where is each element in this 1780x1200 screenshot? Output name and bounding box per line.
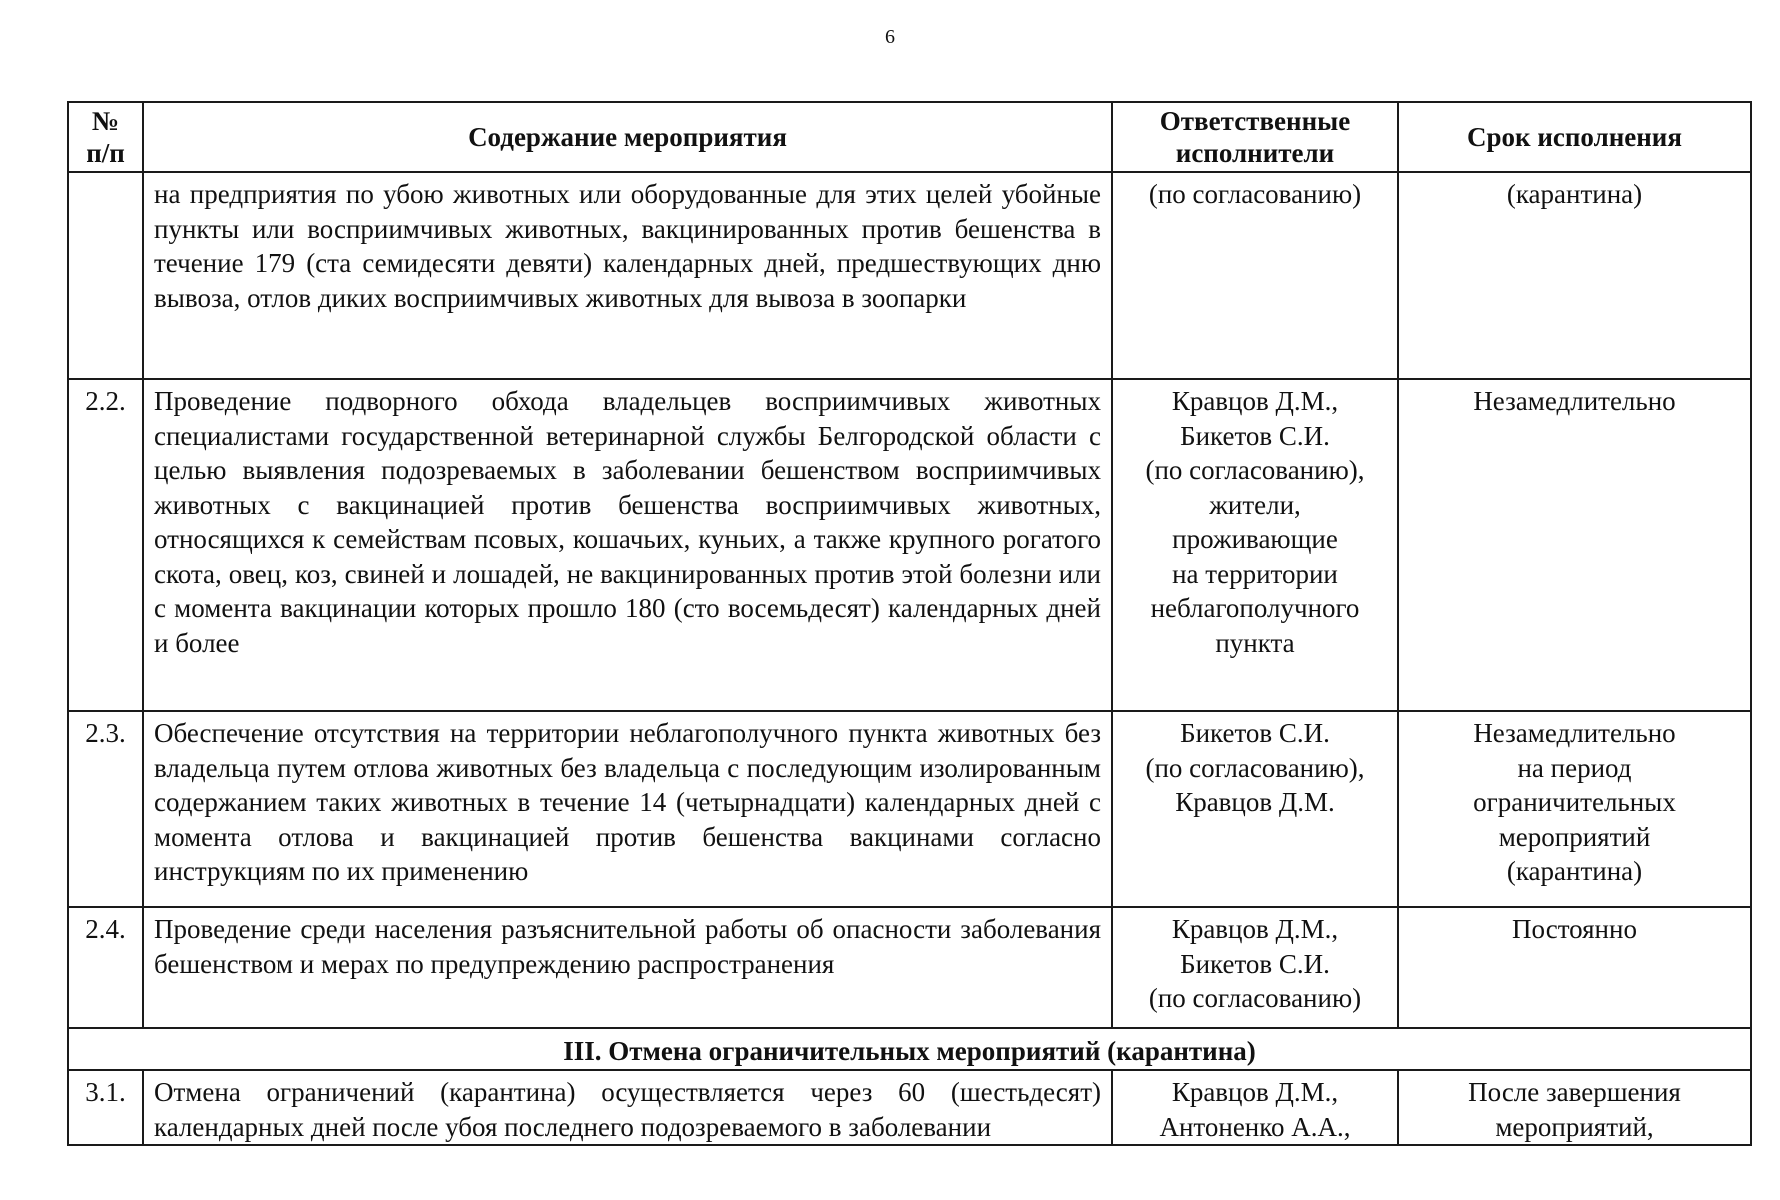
table-header-row (68, 102, 1751, 172)
header-term: Срок исполнения (1398, 102, 1751, 172)
section-header-row (68, 1028, 1751, 1070)
row-term: Незамедлительно на период ограничительных мероприятий (карантина) (1398, 711, 1751, 907)
row-content: Проведение подворного обхода владельцев восприимчивых животных специалистами государственной ветеринарной службы Белгородской области с целью выявления подозреваемых в заболевании бешенством восприимчивых животных с вакцинацией против бешенства восприимчивых животных, относящихся к семействам псовых, кошачьих, куньих, а также крупного рогатого скота, овец, коз, свиней и лошадей, не вакцинированных против этой болезни или с момента вакцинации которых прошло 180 (сто восемьдесят) календарных дней и более (143, 379, 1112, 711)
row-number (68, 172, 143, 379)
table-row-2-4 (68, 907, 1751, 1028)
header-responsible: Ответственные исполнители (1112, 102, 1398, 172)
table-row-2-3 (68, 711, 1751, 907)
table-row-3-1 (68, 1070, 1751, 1145)
row-term: (карантина) (1398, 172, 1751, 379)
section-title: III. Отмена ограничительных мероприятий (карантина) (68, 1028, 1751, 1070)
row-responsible: Кравцов Д.М., Антоненко А.А., (1112, 1070, 1398, 1145)
measures-table (67, 101, 1752, 1146)
row-content: Обеспечение отсутствия на территории неблагополучного пункта животных без владельца путем отлова животных без владельца с последующим изолированным содержанием таких животных в течение 14 (четырнадцати) календарных дней с момента отлова и вакцинацией против бешенства вакцинами согласно инструкциям по их применению (143, 711, 1112, 907)
row-responsible: Кравцов Д.М., Бикетов С.И. (по согласованию), жители, проживающие на территории неблагополучного пункта (1112, 379, 1398, 711)
table-row-continued (68, 172, 1751, 379)
row-number: 2.4. (68, 907, 143, 1028)
row-content: Проведение среди населения разъяснительной работы об опасности заболевания бешенством и мерах по предупреждению распространения (143, 907, 1112, 1028)
row-responsible: Бикетов С.И. (по согласованию), Кравцов Д.М. (1112, 711, 1398, 907)
row-number: 3.1. (68, 1070, 143, 1145)
row-responsible: (по согласованию) (1112, 172, 1398, 379)
row-number: 2.3. (68, 711, 143, 907)
page-number: 6 (885, 26, 895, 48)
row-content: на предприятия по убою животных или оборудованные для этих целей убойные пункты или восприимчивых животных, вакцинированных против бешенства в течение 179 (ста семидесяти девяти) календарных дней, предшествующих дню вывоза, отлов диких восприимчивых животных для вывоза в зоопарки (143, 172, 1112, 379)
header-content: Содержание мероприятия (143, 102, 1112, 172)
header-number: № п/п (68, 102, 143, 172)
row-content: Отмена ограничений (карантина) осуществляется через 60 (шестьдесят) календарных дней после убоя последнего подозреваемого в заболевании (143, 1070, 1112, 1145)
row-term: После завершения мероприятий, (1398, 1070, 1751, 1145)
row-term: Постоянно (1398, 907, 1751, 1028)
row-term: Незамедлительно (1398, 379, 1751, 711)
table-row-2-2 (68, 379, 1751, 711)
row-number: 2.2. (68, 379, 143, 711)
row-responsible: Кравцов Д.М., Бикетов С.И. (по согласованию) (1112, 907, 1398, 1028)
